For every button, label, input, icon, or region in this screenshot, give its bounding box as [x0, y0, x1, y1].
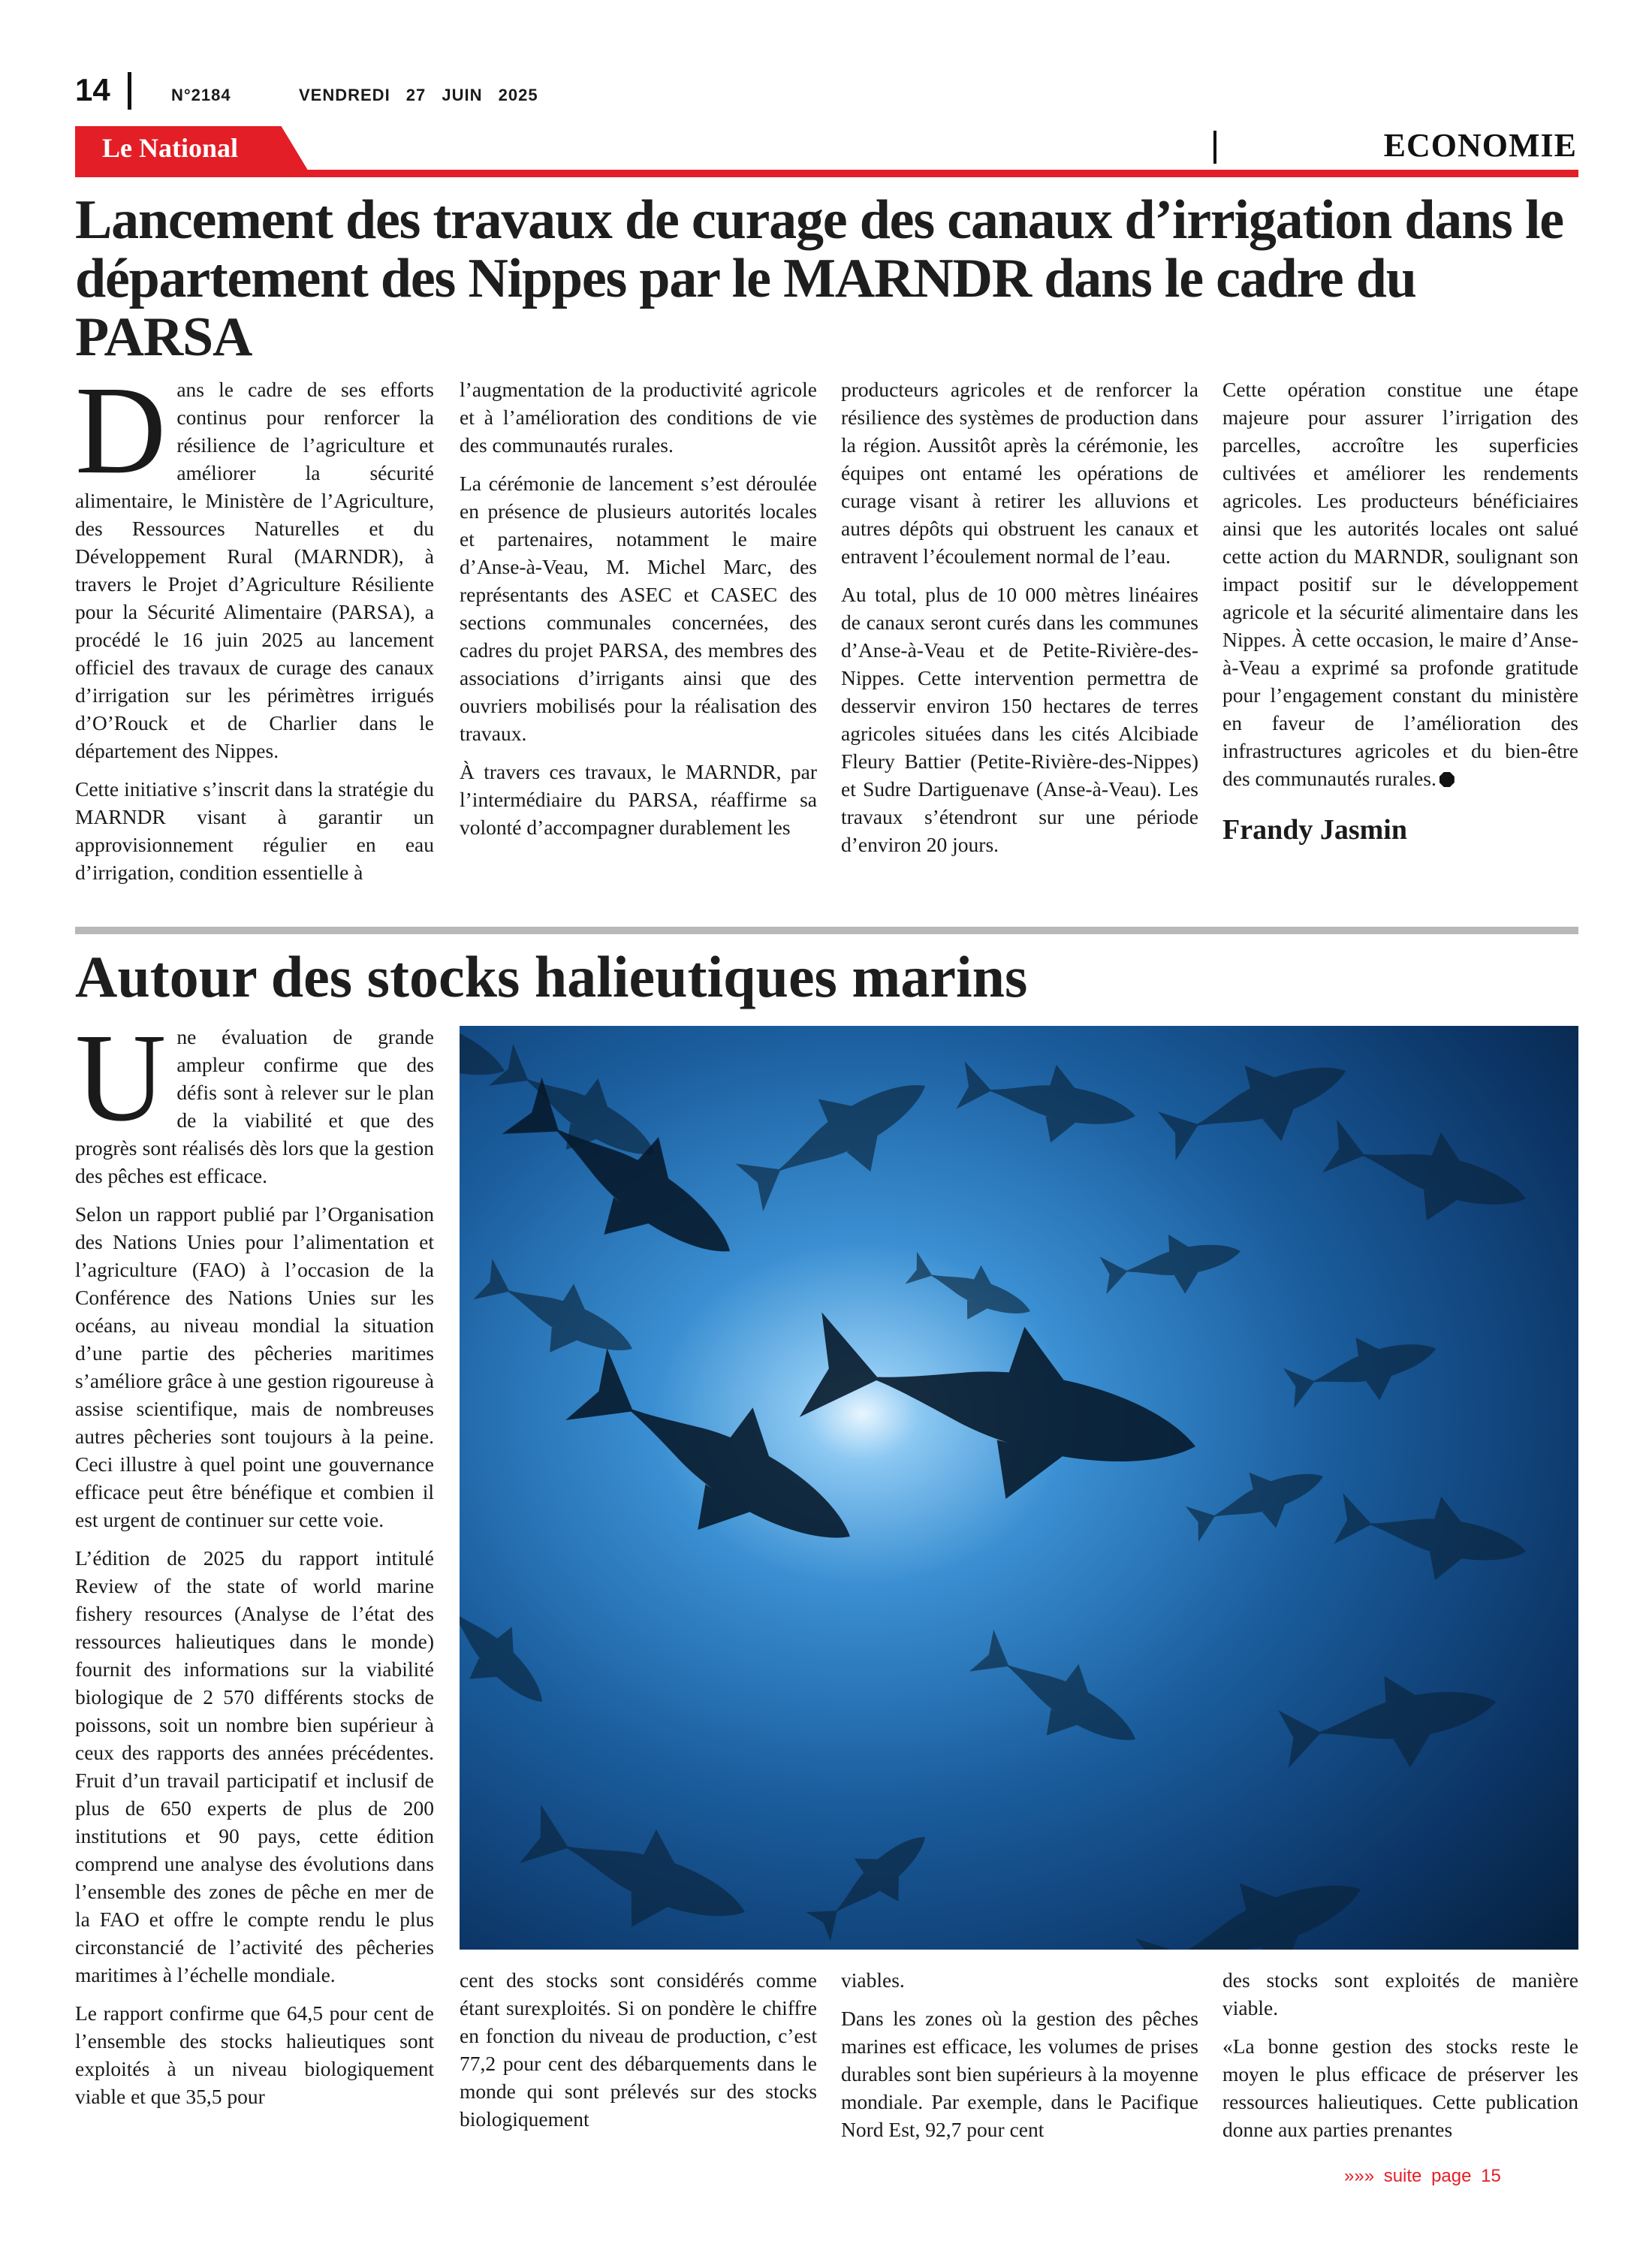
article1-paragraph	[75, 360, 434, 765]
end-mark-icon	[1439, 772, 1455, 787]
issue-number: N°2184	[171, 86, 231, 104]
article1-paragraph: Au total, plus de 10 000 mètres linéaires de canaux seront curés dans les communes d’Anse-à-Veau et de Petite-Rivière-des-Nippes. Cette intervention permettra de desservir environ 150 hectares de terres agricoles situées dans les cités Alcibiade Fleury Battier (Petite-Rivière-des-Nippes) et Sudre Dartiguenave (Anse-à-Veau). Les travaux s’étendront sur une période d’environ 20 jours.	[841, 583, 1198, 856]
article2-paragraph: viables.	[841, 1968, 905, 1992]
tuna-school-photo	[460, 1026, 1578, 1950]
article1-column-1	[75, 360, 434, 886]
article2-paragraph: «La bonne gestion des stocks reste le moyen le plus efficace de préserver les ressources halieutiques. Cette publication donne aux parties prenantes	[1222, 2034, 1578, 2141]
article2-paragraph: Le rapport confirme que 64,5 pour cent de l’ensemble des stocks halieutiques sont exploités à un niveau biologiquement viable et que 35,5 pour	[75, 2001, 434, 2108]
header-rule	[75, 170, 1578, 177]
article1-paragraph: La cérémonie de lancement s’est déroulée en présence de plusieurs autorités locales et partenaires, notamment le maire d’Anse-à-Veau, M. Michel Marc, des représentants des ASEC et CASEC des sections communales concernées, des cadres du projet PARSA, des membres des associations d’irrigants ainsi que des ouvriers mobilisés pour la réalisation des travaux.	[460, 472, 817, 745]
page-number: 14	[75, 72, 110, 107]
article2-paragraph: Selon un rapport publié par l’Organisation des Nations Unies pour l’alimentation et l’agriculture (FAO) à l’occasion de la Conférence des Nations Unies sur les océans, au niveau mondial la situation d’une partie des pêcheries maritimes s’améliore grâce à une gestion rigoureuse à assise scientifique, mais de nombreuses autres pêcheries sont toujours à la peine. Ceci illustre à quel point une gouvernance efficace peut être bénéfique et combien il est urgent de continuer sur cette voie.	[75, 1202, 434, 1531]
article1-column-4	[1222, 376, 1578, 844]
issue-date: VENDREDI 27 JUIN 2025	[299, 86, 538, 104]
article2-column-4	[1222, 1966, 1578, 2143]
article2-paragraph: des stocks sont exploités de manière viable.	[1222, 1968, 1578, 2019]
article2-column-3	[841, 1966, 1198, 2143]
continued-on-page-link[interactable]: »»» suite page 15	[1344, 2166, 1501, 2186]
article1-headline: Lancement des travaux de curage des canaux d’irrigation dans le département des Nippes par le MARNDR dans le cadre du PARSA	[75, 189, 1563, 368]
article2-headline: Autour des stocks halieutiques marins	[75, 944, 1028, 1009]
article1-text: Cette opération constitue une étape majeure pour assurer l’irrigation des parcelles, accroître les superficies cultivées et améliorer les rendements agricoles. Les producteurs bénéficiaires ainsi que les autorités locales ont salué cette action du MARNDR, soulignant son impact positif sur le développement agricole et la sécurité alimentaire dans les Nippes. À cette occasion, le maire d’Anse-à-Veau a exprimé sa profonde gratitude pour l’engagement constant du ministère en faveur de l’amélioration des infrastructures agricoles et du bien-être des communautés rurales.	[1222, 378, 1578, 790]
section-divider	[1213, 131, 1216, 164]
article1-text: ans le cadre de ses efforts continus pour renforcer la résilience de l’agriculture et améliorer la sécurité alimentaire, le Ministère de l’Agriculture, des Ressources Naturelles et du Développement Rural (MARNDR), à travers le Projet d’Agriculture Résiliente pour la Sécurité Alimentaire (PARSA), a procédé le 16 juin 2025 au lancement officiel des travaux de curage des canaux d’irrigation sur les périmètres irrigués d’O’Rouck et de Charlier dans le département des Nippes.	[75, 378, 434, 762]
article2-paragraph: Dans les zones où la gestion des pêches marines est efficace, les volumes de prises durables sont bien supérieurs à la moyenne mondiale. Par exemple, dans le Pacifique Nord Est, 92,7 pour cent	[841, 2007, 1198, 2141]
brand-name: Le National	[102, 133, 239, 163]
article2-paragraph: L’édition de 2025 du rapport intitulé Review of the state of world marine fishery resources (Analyse de l’état des ressources halieutiques dans le monde) fournit des informations sur la viabilité biologique de 2 570 différents stocks de poissons, soit un nombre bien supérieur à ceux des rapports des années précédentes. Fruit d’un travail participatif et inclusif de plus de 650 experts de plus de 200 institutions et 90 pays, cette édition comprend une analyse des évolutions dans l’ensemble des zones de pêche en mer de la FAO et offre le compte rendu le plus circonstancié de l’activité des pêcheries maritimes à l’échelle mondiale.	[75, 1546, 434, 1986]
article1-dropcap: D	[75, 360, 167, 500]
article1-paragraph: l’augmentation de la productivité agricole et à l’amélioration des conditions de vie des communautés rurales.	[460, 378, 817, 457]
article1-author: Frandy Jasmin	[1222, 814, 1407, 846]
article2-text: ne évaluation de grande ampleur confirme que des défis sont à relever sur le plan de la viabilité et que des progrès sont réalisés dès lors que la gestion des pêches est efficace.	[75, 1025, 434, 1187]
article2-paragraph	[75, 1008, 434, 1190]
article2-paragraph: cent des stocks sont considérés comme étant surexploités. Si on pondère le chiffre en fonction du niveau de production, c’est 77,2 pour cent des débarquements dans le monde qui sont prélevés sur des stocks biologiquement	[460, 1968, 817, 2131]
article1-paragraph: À travers ces travaux, le MARNDR, par l’intermédiaire du PARSA, réaffirme sa volonté d’accompagner durablement les	[460, 760, 817, 839]
page-number-divider	[128, 72, 131, 110]
section-title: ECONOMIE	[1383, 127, 1577, 164]
article1-column-3	[841, 376, 1198, 858]
article2-dropcap: U	[75, 1008, 167, 1148]
article1-column-2	[460, 376, 817, 841]
article-divider	[75, 927, 1578, 934]
article1-paragraph	[1222, 376, 1578, 792]
article2-column-2	[460, 1966, 817, 2133]
article1-paragraph: producteurs agricoles et de renforcer la résilience des systèmes de production dans la région. Aussitôt après la cérémonie, les équipes ont entamé les opérations de curage visant à retirer les alluvions et autres dépôts qui obstruent les canaux et entravent l’écoulement normal de l’eau.	[841, 378, 1198, 568]
article2-column-1	[75, 1008, 434, 2110]
article1-paragraph: Cette initiative s’inscrit dans la stratégie du MARNDR visant à garantir un approvisionnement régulier en eau d’irrigation, condition essentielle à	[75, 777, 434, 884]
